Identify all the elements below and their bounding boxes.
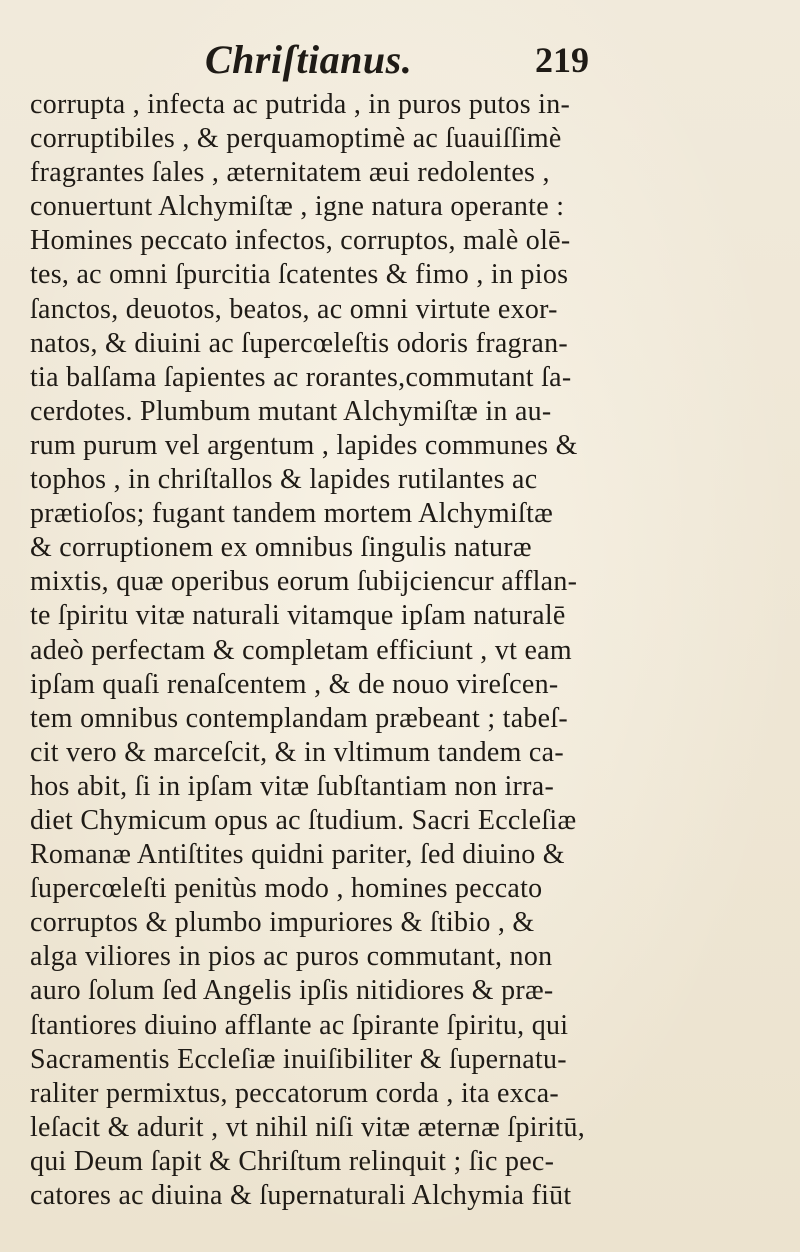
text-line: ipſam quaſi renaſcentem , & de nouo vireſcen- <box>30 668 559 700</box>
running-head: Chriſtianus. <box>205 37 413 82</box>
text-line: qui Deum ſapit & Chriſtum relinquit ; ſic pec- <box>30 1145 555 1177</box>
text-line: te ſpiritu vitæ naturali vitamque ipſam naturalē <box>30 600 566 632</box>
text-line: natos, & diuini ac ſupercœleſtis odoris fragran- <box>30 327 568 359</box>
text-line: tia balſama ſapientes ac rorantes,commutant ſa- <box>30 361 572 393</box>
body-text <box>30 88 790 1213</box>
text-line: hos abit, ſi in ipſam vitæ ſubſtantiam non irra- <box>30 770 555 802</box>
text-line: catores ac diuina & ſupernaturali Alchymia fiūt <box>30 1180 572 1211</box>
text-line: & corruptionem ex omnibus ſingulis naturæ <box>30 532 532 564</box>
text-line: raliter permixtus, peccatorum corda , ita exca- <box>30 1077 560 1109</box>
text-line: tes, ac omni ſpurcitia ſcatentes & fimo , in pios <box>30 259 569 291</box>
text-line: Sacramentis Eccleſiæ inuiſibiliter & ſupernatu- <box>30 1043 567 1075</box>
text-line: ſanctos, deuotos, beatos, ac omni virtute exor- <box>30 293 558 325</box>
text-line: conuertunt Alchymiſtæ , igne natura operante : <box>30 191 565 223</box>
text-line: corruptos & plumbo impuriores & ſtibio , & <box>30 907 535 939</box>
text-line: Romanæ Antiſtites quidni pariter, ſed diuino & <box>30 839 565 871</box>
page-header <box>0 34 800 86</box>
text-line: ſupercœleſti penitùs modo , homines peccato <box>30 873 543 905</box>
text-line: tem omnibus contemplandam præbeant ; tabeſ- <box>30 702 569 734</box>
text-line: Homines peccato infectos, corruptos, malè olē- <box>30 225 571 257</box>
text-line: tophos , in chriſtallos & lapides rutilantes ac <box>30 464 538 496</box>
page-number: 219 <box>535 40 589 80</box>
text-line: mixtis, quæ operibus eorum ſubijciencur afflan- <box>30 566 578 598</box>
text-line: cerdotes. Plumbum mutant Alchymiſtæ in au- <box>30 395 552 427</box>
text-line: corruptibiles , & perquamoptimè ac ſuauiſſimè <box>30 123 562 155</box>
text-line: alga viliores in pios ac puros commutant, non <box>30 941 553 973</box>
text-line: corrupta , infecta ac putrida , in puros putos in- <box>30 89 571 120</box>
text-line: ſtantiores diuino afflante ac ſpirante ſpiritu, qui <box>30 1009 569 1041</box>
text-line: prætioſos; fugant tandem mortem Alchymiſtæ <box>30 498 554 530</box>
text-line: leſacit & adurit , vt nihil niſi vitæ æternæ ſpiritū, <box>30 1111 586 1143</box>
text-line: diet Chymicum opus ac ſtudium. Sacri Eccleſiæ <box>30 804 577 836</box>
text-line: rum purum vel argentum , lapides communes & <box>30 429 578 461</box>
text-line: fragrantes ſales , æternitatem æui redolentes , <box>30 157 550 189</box>
text-line: cit vero & marceſcit, & in vltimum tandem ca- <box>30 736 564 768</box>
text-line: auro ſolum ſed Angelis ipſis nitidiores & præ- <box>30 975 554 1007</box>
text-line: adeò perfectam & completam efficiunt , vt eam <box>30 634 572 666</box>
